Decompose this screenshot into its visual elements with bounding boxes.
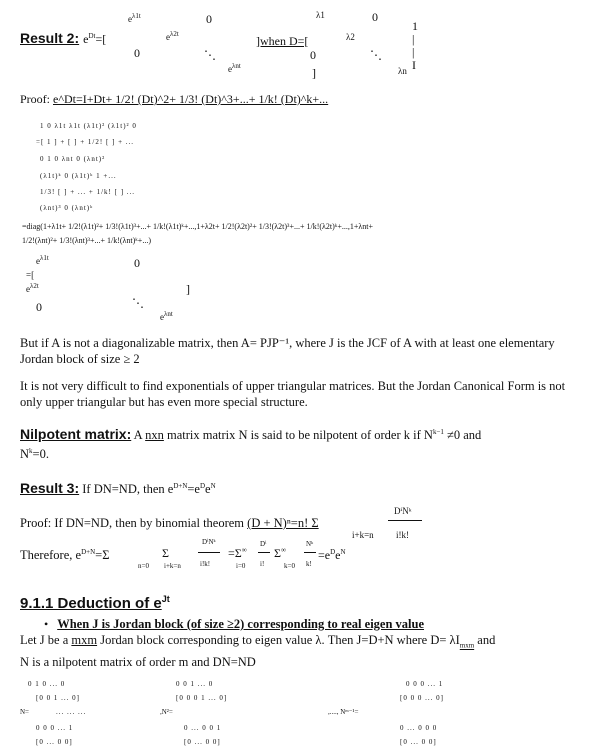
proof-2-line: Proof: If DN=ND, then by binomial theorem (D + N)ⁿ=n! Σ bbox=[20, 516, 319, 530]
result-2-bracket: 1 | | I bbox=[412, 19, 418, 72]
result-2-when: ]when D=[ bbox=[256, 34, 309, 48]
proof-2-frac-top: DⁱNᵏ bbox=[394, 506, 412, 516]
section-paragraph: Let J be a mxm Jordan block corresponding to eigen value λ. Then J=D+N where $D= \lambda I_{mxm}$ and N is a nilpotent matrix of order m and DN=ND bbox=[20, 633, 496, 669]
proof-2-t-sum2-sub: i+k=n bbox=[164, 562, 181, 570]
matrix-nm-row-a: [0 0 0 ... 0] bbox=[400, 694, 444, 702]
result-2-d11: λ1 bbox=[316, 10, 325, 20]
paragraph-upper-triangular: It is not very difficult to find exponentials of upper triangular matrices. But the Jordan Canonical Form is not only upper triangular but has even more special structure. bbox=[20, 379, 566, 409]
proof-1-res-m22: $e^{\lambda 2t}$ bbox=[26, 282, 39, 294]
result-2-zero-a: 0 bbox=[206, 12, 212, 26]
matrix-n2-row-top: 0 0 1 ... 0 bbox=[176, 680, 214, 688]
proof-2-frac-line bbox=[388, 520, 422, 521]
proof-2-t-sum2: Σ bbox=[162, 546, 169, 560]
matrix-n-row-top: 0 1 0 ... 0 bbox=[28, 680, 66, 688]
matrix-nm-row-top: 0 0 0 ... 1 bbox=[406, 680, 444, 688]
matrix-n-label: N= bbox=[20, 708, 30, 716]
proof-2-t-frac2-line bbox=[258, 552, 270, 553]
matrix-n2-row-c: 0 ... 0 0 1 bbox=[184, 724, 222, 732]
proof-1-diag: =diag(1+λ1t+ 1/2!(λ1t)²+ 1/3!(λ1t)³+...+ 1/k!(λ1t)ᵏ+...,1+λ2t+ 1/2!(λ2t)²+ 1/3!(λ2t)³+...+ 1/k!(λ2t)ᵏ+...,1+λnt+ bbox=[22, 222, 373, 231]
matrix-n-row-b: ... ... ... bbox=[56, 708, 87, 716]
result-3: Result 3: If DN=ND, then $e^{D+N}=e^De^N$ bbox=[20, 480, 216, 496]
proof-1-line1: 1 0 λ1t λ1t (λ1t)² (λ1t)² 0 bbox=[40, 122, 137, 130]
proof-2-sum-sub: i+k=n bbox=[352, 530, 374, 540]
proof-2-t-sum-sub: n=0 bbox=[138, 562, 149, 570]
proof-2-therefore: Therefore, $e^{D+N}=\Sigma$ bbox=[20, 548, 110, 563]
proof-2-t-result: $=e^De^N$ bbox=[318, 548, 346, 562]
proof-1-res-mnn: $e^{\lambda nt}$ bbox=[160, 310, 173, 322]
proof-2-t-frac-bot: i!k! bbox=[200, 560, 211, 568]
proof-2-t-frac2-bot: i! bbox=[260, 560, 265, 568]
proof-1-res-dots: ⋱ bbox=[132, 296, 144, 310]
matrix-n2-row-a: [0 0 0 1 ... 0] bbox=[176, 694, 228, 702]
result-2-mnn: $e^{\lambda nt}$ bbox=[228, 62, 241, 74]
proof-2-t-frac-top: DⁱNᵏ bbox=[202, 538, 216, 546]
nilpotent-definition: Nilpotent matrix: A nxn matrix matrix N is said to be nilpotent of order k if $N^{k-1} \ne 0$ and $N^k=0$. bbox=[20, 426, 482, 462]
proof-1-res-close: ] bbox=[186, 282, 190, 296]
result-2-dzero-a: 0 bbox=[372, 10, 378, 24]
proof-2-t-sub3: k=0 bbox=[284, 562, 295, 570]
result-2-ddots: ⋱ bbox=[370, 48, 382, 62]
matrix-n2-row-d: [0 ... 0 0] bbox=[184, 738, 221, 746]
proof-1-line3: 0 1 0 λnt 0 (λnt)² bbox=[40, 155, 106, 163]
proof-1-line6: (λnt)³ 0 (λnt)ᵏ bbox=[40, 204, 94, 212]
proof-1-res-zero-b: 0 bbox=[36, 300, 42, 314]
result-2-dnn: λn bbox=[398, 66, 407, 76]
proof-2-t-sub2: i=0 bbox=[236, 562, 246, 570]
matrix-n-row-c: 0 0 0 ... 1 bbox=[36, 724, 74, 732]
result-2-lhs: $e^{Dt}=$[ bbox=[83, 32, 107, 46]
matrix-nm-row-d: [0 ... 0 0] bbox=[400, 738, 437, 746]
proof-1-line2: =[ 1 ] + [ ] + 1/2! [ ] + ... bbox=[36, 138, 135, 146]
matrix-n-row-a: [0 0 1 ... 0] bbox=[36, 694, 80, 702]
bullet-dot-icon: • bbox=[44, 617, 58, 631]
proof-2-frac-bot: i!k! bbox=[396, 530, 409, 540]
section-heading: 9.1.1 Deduction of $e^{Jt}$ bbox=[20, 594, 170, 612]
matrix-n2-label: ,N²= bbox=[160, 708, 173, 716]
result-2-zero-b: 0 bbox=[134, 46, 140, 60]
proof-1-intro: Proof: e^Dt=I+Dt+ 1/2! (Dt)^2+ 1/3! (Dt)^3+...+ 1/k! (Dt)^k+... bbox=[20, 92, 329, 106]
proof-2-t-frac3-line bbox=[304, 552, 316, 553]
section-bullet: • When J is Jordan block (of size ≥2) corresponding to real eigen value bbox=[44, 617, 425, 631]
result-2-d22: λ2 bbox=[346, 32, 355, 42]
matrix-n-row-d: [0 ... 0 0] bbox=[36, 738, 73, 746]
result-3-label: Result 3: bbox=[20, 480, 80, 496]
result-2-heading bbox=[20, 30, 106, 48]
proof-2-t-frac3-top: Nᵏ bbox=[306, 540, 314, 548]
proof-1-line4: (λ1t)ᵏ 0 (λ1t)ᵏ 1 +... bbox=[40, 172, 117, 180]
result-2-m11: $e^{\lambda 1t}$ bbox=[128, 12, 141, 24]
proof-2-t-frac2-top: Dⁱ bbox=[260, 540, 267, 548]
proof-1-res-zero-a: 0 bbox=[134, 256, 140, 270]
proof-2-t-eq2: =Σ∞ bbox=[228, 546, 247, 560]
proof-1-diag2: 1/2!(λnt)²+ 1/3!(λnt)³+...+ 1/k!(λnt)ᵏ+...) bbox=[22, 236, 151, 245]
proof-1-res-m11: $e^{\lambda 1t}$ bbox=[36, 254, 49, 266]
matrix-nm-label: ,...., Nᵐ⁻¹= bbox=[328, 708, 359, 716]
result-2-dots: ⋱ bbox=[204, 48, 216, 62]
nilpotent-label: Nilpotent matrix: bbox=[20, 426, 132, 443]
paragraph-non-diagonalizable: But if A is not a diagonalizable matrix, then A= PJP⁻¹, where J is the JCF of A with at least one elementary Jordan block of size ≥ 2 bbox=[20, 336, 555, 366]
matrix-nm-row-c: 0 ... 0 0 0 bbox=[400, 724, 438, 732]
proof-2-t-frac-line bbox=[198, 552, 220, 553]
result-2-dzero-b: 0 bbox=[310, 48, 316, 62]
result-2-label: Result 2: bbox=[20, 30, 80, 46]
result-2-m22: $e^{\lambda 2t}$ bbox=[166, 30, 179, 42]
result-2-dclose: ] bbox=[312, 66, 316, 80]
proof-1-res-eq: =[ bbox=[26, 270, 35, 280]
proof-1-line5: 1/3! [ ] + ... + 1/k! [ ] ... bbox=[40, 188, 136, 196]
proof-2-t-frac3-bot: k! bbox=[306, 560, 312, 568]
proof-2-t-sum3: Σ∞ bbox=[274, 546, 286, 560]
